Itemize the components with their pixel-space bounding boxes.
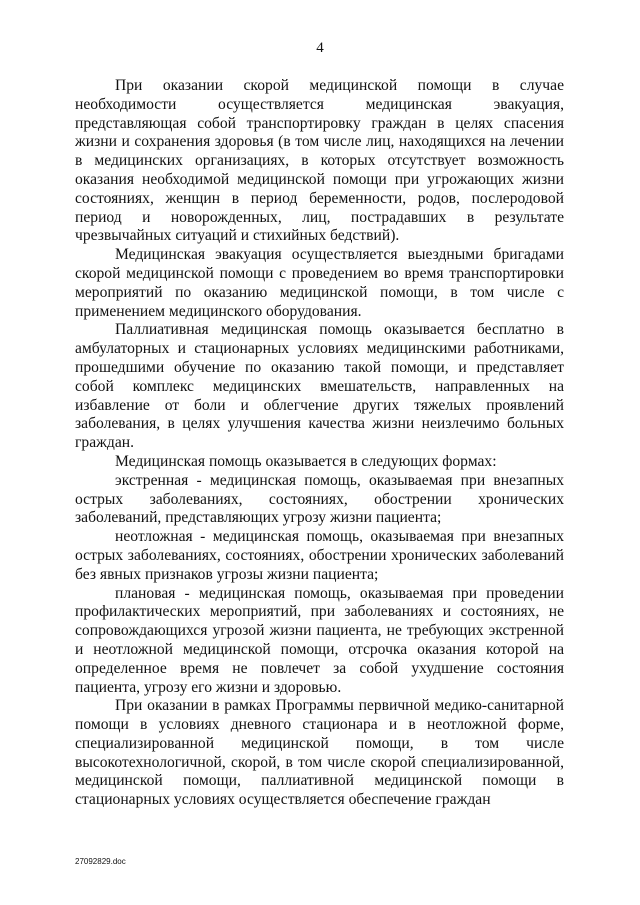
paragraph-program-provision: При оказании в рамках Программы первичной медико-санитарной помощи в условиях дневного стационара и в неотложной форме, специализированной медицинской помощи, в том числе высокотехнологичной, скорой, в том числе скорой специализированной, медицинской помощи, паллиативной медицинской помощи в стационарных условиях осуществляется обеспечение граждан bbox=[75, 697, 564, 809]
paragraph-planned-form: плановая - медицинская помощь, оказываемая при проведении профилактических мероприятий, при заболеваниях и состояниях, не сопровождающихся угрозой жизни пациента, не требующих экстренной и неотложной медицинской помощи, отсрочка оказания которой на определенное время не повлечет за собой ухудшение состояния пациента, угрозу его жизни и здоровью. bbox=[75, 584, 564, 696]
paragraph-evacuation-teams: Медицинская эвакуация осуществляется выездными бригадами скорой медицинской помощи с проведением во время транспортировки мероприятий по оказанию медицинской помощи, в том числе с применением медицинского оборудования. bbox=[75, 246, 564, 320]
paragraph-urgent-form: неотложная - медицинская помощь, оказываемая при внезапных острых заболеваниях, состояниях, обострении хронических заболеваний без явных признаков угрозы жизни пациента; bbox=[75, 528, 564, 583]
paragraph-palliative-care: Паллиативная медицинская помощь оказывается бесплатно в амбулаторных и стационарных условиях медицинскими работниками, прошедшими обучение по оказанию такой помощи, и представляет собой комплекс медицинских вмешательств, направленных на избавление от боли и облегчение других тяжелых проявлений заболевания, в целях улучшения качества жизни неизлечимо больных граждан. bbox=[75, 321, 564, 452]
paragraph-medical-evacuation: При оказании скорой медицинской помощи в случае необходимости осуществляется медицинская эвакуация, представляющая собой транспортировку граждан в целях спасения жизни и сохранения здоровья (в том числе лиц, находящихся на лечении в медицинских организациях, в которых отсутствует возможность оказания необходимой медицинской помощи при угрожающих жизни состояниях, женщин в период беременности, родов, послеродовой период и новорожденных, лиц, пострадавших в результате чрезвычайных ситуаций и стихийных бедствий). bbox=[75, 77, 564, 245]
document-body bbox=[75, 77, 564, 810]
page-number: 4 bbox=[316, 40, 324, 56]
paragraph-care-forms-intro: Медицинская помощь оказывается в следующих формах: bbox=[115, 452, 497, 470]
paragraph-emergency-form: экстренная - медицинская помощь, оказываемая при внезапных острых заболеваниях, состояниях, обострении хронических заболеваний, представляющих угрозу жизни пациента; bbox=[75, 471, 564, 527]
footer-filename: 27092829.doc bbox=[75, 857, 126, 866]
